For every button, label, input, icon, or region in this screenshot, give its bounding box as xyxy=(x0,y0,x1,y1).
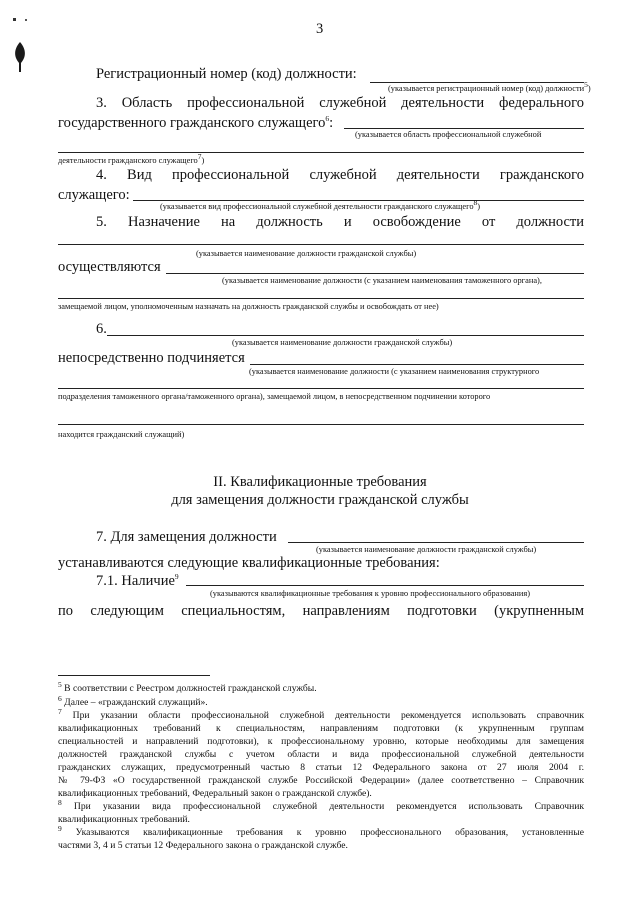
item-7-1-hint: (указываются квалификационные требования к уровню профессионального образования) xyxy=(210,589,531,598)
item-5-line-b xyxy=(166,273,584,274)
item-3-hint2: деятельности гражданского служащего$^7$) xyxy=(58,152,205,165)
item-6-hint3: подразделения таможенного органа/таможенного органа), замещаемой лицом, в непосредственном подчинении которого xyxy=(58,392,491,401)
item-4-hint: (указывается вид профессиональной служебной деятельности гражданского служащего$^8$) xyxy=(160,198,481,211)
item-5-hint1: (указывается наименование должности гражданской службы) xyxy=(196,249,417,258)
item-7-line2: устанавливаются следующие квалификационные требования: xyxy=(58,555,440,571)
item-6-line2: непосредственно подчиняется xyxy=(58,350,245,366)
item-5-hint2: (указывается наименование должности (с указанием наименования таможенного органа), xyxy=(222,276,542,285)
item-6-line-d xyxy=(58,424,584,425)
item-3-hint1: (указывается область профессиональной служебной xyxy=(355,130,542,139)
footnote-7-line4: должностей гражданской службы с учетом области и вида профессиональной служебной деятельности xyxy=(58,749,584,760)
section-2-subheading: для замещения должности гражданской службы xyxy=(171,492,469,508)
footnote-7-line5: гражданских служащих, предусмотренный частью 8 статьи 12 Федерального закона от 27 июля 2004 г. xyxy=(58,762,584,773)
item-3-line xyxy=(344,128,584,129)
item-4-line2: служащего: xyxy=(58,187,130,203)
item-6-hint2: (указывается наименование должности (с указанием наименования структурного xyxy=(249,367,540,376)
footnote-separator xyxy=(58,675,210,676)
item-6-hint4: находится гражданский служащий) xyxy=(58,430,185,439)
section-2-heading: II. Квалификационные требования xyxy=(213,474,427,490)
footnote-5: $^5$ В соответствии с Реестром должностей гражданской службы. xyxy=(58,679,317,694)
item-3-line2: государственного гражданского служащего$^6$: xyxy=(58,114,334,131)
reg-number-label: Регистрационный номер (код) должности: xyxy=(96,66,357,82)
item-7-1-label: 7.1. Наличие$^9$ xyxy=(96,572,179,589)
item-7-label: 7. Для замещения должности xyxy=(96,529,277,545)
item-5-hint3: замещаемой лицом, уполномоченным назначать на должность гражданской службы и освобождать от нее) xyxy=(58,302,439,311)
item-6-hint1: (указывается наименование должности гражданской службы) xyxy=(232,338,453,347)
scan-artifact-marks xyxy=(10,12,40,82)
item-5-line1: 5. Назначение на должность и освобождение от должности xyxy=(96,214,584,230)
item-4-line1: 4. Вид профессиональной служебной деятельности гражданского xyxy=(96,167,584,183)
item-6-line-a xyxy=(107,335,584,336)
footnote-6: $^6$ Далее – «гражданский служащий». xyxy=(58,693,208,708)
item-3-line1: 3. Область профессиональной служебной деятельности федерального xyxy=(96,95,584,111)
item-6-line-c xyxy=(58,388,584,389)
item-5-line-a xyxy=(58,244,584,245)
footnote-7-line2: квалификационных требований к специальностям, направлениям подготовки (к укрупненным группам xyxy=(58,723,584,734)
item-7-hint: (указывается наименование должности гражданской службы) xyxy=(316,545,537,554)
footnote-7-line3: специальностей и направлений подготовки), к профессиональному уровню, которые необходимы для замещения xyxy=(58,736,584,747)
item-7-1-line2: по следующим специальностям, направлениям подготовки (укрупненным xyxy=(58,603,584,619)
item-7-1-line xyxy=(186,585,584,586)
item-6-number: 6. xyxy=(96,321,107,337)
footnote-7-line7: квалификационных требований, Федеральный закон о гражданской службе). xyxy=(58,788,372,799)
footnote-8-line2: квалификационных требований. xyxy=(58,814,190,825)
page-number: 3 xyxy=(316,21,324,37)
footnote-7-line6: № 79-ФЗ «О государственной гражданской службе Российской Федерации» (далее соответственно – Справочник xyxy=(58,775,584,786)
footnote-8-line1: $^8$ При указании вида профессиональной служебной деятельности рекомендуется использовать Справочник xyxy=(58,797,584,812)
item-7-line xyxy=(288,542,584,543)
footnote-9-line2: частями 3, 4 и 5 статьи 12 Федерального закона о гражданской службе. xyxy=(58,840,348,851)
item-6-line-b xyxy=(250,364,584,365)
reg-number-hint: (указывается регистрационный номер (код) должности$^5$) xyxy=(388,80,591,93)
item-5-line-c xyxy=(58,298,584,299)
reg-number-line xyxy=(370,82,584,83)
item-4-line xyxy=(133,200,584,201)
item-5-line2: осуществляются xyxy=(58,259,161,275)
item-3-line-b xyxy=(58,152,584,153)
footnote-9-line1: $^9$ Указываются квалификационные требования к уровню профессионального образования, установленные xyxy=(58,823,584,838)
footnote-7-line1: $^7$ При указании области профессиональной служебной деятельности рекомендуется использовать справочник xyxy=(58,706,584,721)
